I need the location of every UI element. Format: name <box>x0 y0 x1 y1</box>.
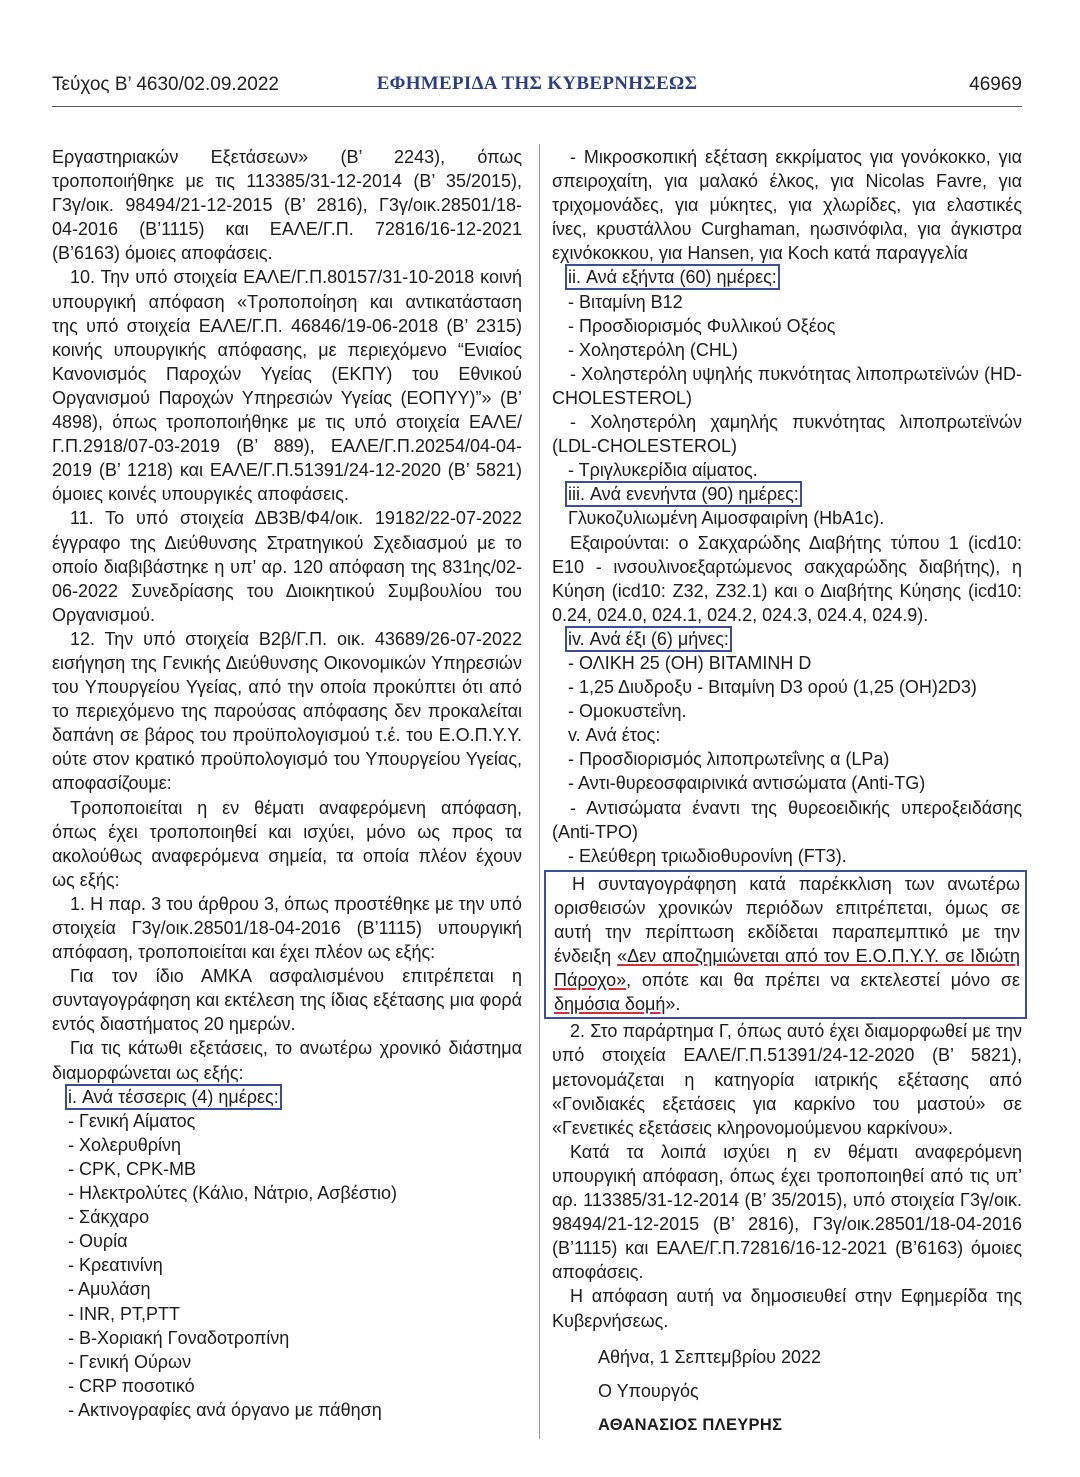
heading-iii-highlight: iii. Ανά ενενήντα (90) ημέρες: <box>568 484 799 505</box>
heading-i-highlight: i. Ανά τέσσερις (4) ημέρες: <box>68 1086 279 1107</box>
left-column <box>52 145 522 1422</box>
column-divider <box>539 144 540 1439</box>
red-underline-quote: «Δεν αποζημιώνεται από τον Ε.Ο.Π.Υ.Υ. σε Ιδιώτη Πάροχο» <box>554 946 1021 991</box>
exception-text: ». <box>665 994 681 1015</box>
list-item: - Αντι-θυρεοσφαιρινικά αντισώματα (Anti-TG) <box>568 773 926 794</box>
section-heading-i <box>52 1085 522 1109</box>
list-item: Γλυκοζυλιωμένη Αιμοσφαιρίνη (HbA1c). <box>568 508 885 529</box>
paragraph-remaining: Κατά τα λοιπά ισχύει η εν θέματι αναφερόμενη υπουργική απόφαση, όπως έχει τροποποιηθεί από τις υπ’ αρ. 113385/31-12-2014 (Β’ 35/2015), υπό στοιχεία Γ3γ/οικ. 98494/21-12-2015 (Β’ 2816), Γ3γ/οικ.28501/18-04-2016 (Β’1115) και ΕΑΛΕ/Γ.Π.72816/16-12-2021 (Β’6163) όμοιες αποφάσεις. <box>552 1141 1022 1283</box>
list-item: - Αμυλάση <box>68 1279 151 1300</box>
place-date: Αθήνα, 1 Σεπτεμβρίου 2022 <box>598 1346 822 1367</box>
paragraph-exclusions: Εξαιρούνται: ο Σακχαρώδης Διαβήτης τύπου 1 (icd10: Ε10 - ινσουλινοεξαρτώμενος σακχαρώδης διαβήτης), η Κύηση (icd10: Ζ32, Ζ32.1) και ο Διαβήτης Κύησης (icd10: 0.24, 024.0, 024.1, 024.2, 024.3, 024.4, 024.9). <box>552 532 1022 625</box>
paragraph-12: 12. Την υπό στοιχεία Β2β/Γ.Π. οικ. 43689/26-07-2022 εισήγηση της Γενικής Διεύθυνσης Οικονομικών Υπηρεσιών του Υπουργείου Υγείας, από την οποία προκύπτει ότι από το περιεχόμενο της παρούσας απόφασης δεν προκαλείται δαπάνη σε βάρος του προϋπολογισμού τ.έ. του Ε.Ο.Π.Υ.Υ. ούτε στον κρατικό προϋπολογισμό του Υπουργείου Υγείας, αποφασίζουμε: <box>52 628 522 794</box>
exception-paragraph <box>554 872 1020 1017</box>
list-item: - Γενική Ούρων <box>68 1351 192 1372</box>
paragraph-publication: Η απόφαση αυτή να δημοσιευθεί στην Εφημερίδα της Κυβερνήσεως. <box>552 1286 1022 1331</box>
list-item: - Χοληστερόλη (CHL) <box>568 339 738 360</box>
page-header <box>52 74 1022 104</box>
section-heading-iv <box>552 627 1022 651</box>
list-item: - Χοληστερόλη υψηλής πυκνότητας λιποπρωτεϊνών (HD-CHOLESTEROL) <box>552 363 1022 408</box>
list-item: - Β-Χοριακή Γοναδοτροπίνη <box>68 1327 290 1348</box>
list-item: - Γενική Αίματος <box>68 1110 196 1131</box>
header-rule <box>52 106 1022 107</box>
paragraph-continuation: Εργαστηριακών Εξετάσεων» (Β’ 2243), όπως τροποποιήθηκε με τις 113385/31-12-2014 (Β’ 35/2015), Γ3γ/οικ. 98494/21-12-2015 (Β’ 2816), Γ3γ/οικ.28501/18-04-2016 (Β’1115) και ΕΑΛΕ/Γ.Π. 72816/16-12-2021 (Β’6163) όμοιες αποφάσεις. <box>52 147 522 264</box>
paragraph-decision: Τροποποιείται η εν θέματι αναφερόμενη απόφαση, όπως έχει τροποποιηθεί και ισχύει, μόνο ως προς τα ακολούθως αναφερόμενα σημεία, τα οποία πλέον έχουν ως εξής: <box>52 797 522 890</box>
list-item: - Τριγλυκερίδια αίματος. <box>568 460 758 481</box>
list-item: - ΟΛΙΚΗ 25 (ΟΗ) ΒΙΤΑΜΙΝΗ D <box>568 652 812 673</box>
red-underline-public: δημόσια δομή <box>554 994 666 1015</box>
section-heading-iii <box>552 482 1022 506</box>
section-heading-v: v. Ανά έτος: <box>568 725 661 746</box>
list-item: - Ουρία <box>68 1231 128 1252</box>
list-item: - Ηλεκτρολύτες (Κάλιο, Νάτριο, Ασβέστιο) <box>68 1183 397 1204</box>
paragraph-microscopy: - Μικροσκοπική εξέταση εκκρίματος για γονόκοκκο, για σπειροχαίτη, για μαλακό έλκος, για Nicolas Favre, για τριχομονάδες, για μύκητες, για χλωρίδες, για ελαστικές ίνες, κρυστάλλου Curghaman, ηωσινόφιλα, για άγκιστρα εχινόκοκκου, για Hansen, για Koch κατά παραγγελία <box>552 147 1022 264</box>
list-items-i <box>52 1109 522 1422</box>
issue-number: Τεύχος Β’ 4630/02.09.2022 <box>52 74 279 95</box>
list-item: - CRP ποσοτικό <box>68 1375 195 1396</box>
exception-text: , οπότε και θα πρέπει να εκτελεστεί μόνο σε <box>626 970 1020 991</box>
gazette-title: ΕΦΗΜΕΡΙΔΑ ΤΗΣ ΚΥΒΕΡΝΗΣΕΩΣ <box>376 73 698 94</box>
list-item: - Προσδιορισμός Φυλλικού Οξέος <box>568 315 836 336</box>
signer-name: ΑΘΑΝΑΣΙΟΣ ΠΛΕΥΡΗΣ <box>598 1415 783 1434</box>
list-item: - Χοληστερόλη χαμηλής πυκνότητας λιποπρωτεϊνών (LDL-CHOLESTEROL) <box>552 412 1022 457</box>
signer-role: Ο Υπουργός <box>598 1380 699 1401</box>
heading-iv-highlight: iv. Ανά έξι (6) μήνες: <box>568 628 729 649</box>
paragraph-same-amka: Για τον ίδιο ΑΜΚΑ ασφαλισμένου επιτρέπεται η συνταγογράφηση και εκτέλεση της ίδιας εξέτασης μια φορά εντός διαστήματος 20 ημερών. <box>52 966 522 1035</box>
paragraph-intervals: Για τις κάτωθι εξετάσεις, το ανωτέρω χρονικό διάστημα διαμορφώνεται ως εξής: <box>52 1038 522 1083</box>
list-item: - INR, PT,PTT <box>68 1303 180 1324</box>
heading-ii-highlight: ii. Ανά εξήντα (60) ημέρες: <box>568 267 777 288</box>
right-column <box>552 145 1022 1437</box>
list-item: - Αντισώματα έναντι της θυρεοειδικής υπεροξειδάσης (Anti-TPO) <box>552 797 1022 842</box>
list-item: - Ακτινογραφίες ανά όργανο με πάθηση <box>68 1399 382 1420</box>
list-item: - Προσδιορισμός λιποπρωτεΐνης α (LPa) <box>568 749 890 770</box>
paragraph-10: 10. Την υπό στοιχεία ΕΑΛΕ/Γ.Π.80157/31-10-2018 κοινή υπουργική απόφαση «Τροποποίηση και αντικατάσταση της υπό στοιχεία ΕΑΛΕ/Γ.Π. 46846/19-06-2018 (Β’ 2315) κοινής υπουργικής απόφασης, με περιεχόμενο “Ενιαίος Κανονισμός Παροχών Υγείας (ΕΚΠΥ) του Εθνικού Οργανισμού Παροχών Υπηρεσιών Υγείας (ΕΟΠΥΥ)”» (Β’ 4898), όπως τροποποιήθηκε με τις υπό στοιχεία ΕΑΛΕ/Γ.Π.2918/07-03-2019 (Β’ 889), ΕΑΛΕ/Γ.Π.20254/04-04-2019 (Β’ 1218) και ΕΑΛΕ/Γ.Π.51391/24-12-2020 (Β’ 5821) όμοιες κοινές υπουργικές αποφάσεις. <box>52 267 522 505</box>
list-item: - Σάκχαρο <box>68 1207 150 1228</box>
highlighted-exception-box <box>544 870 1027 1020</box>
list-item: - Κρεατινίνη <box>68 1255 163 1276</box>
list-item: - CPK, CPK-MB <box>68 1158 197 1179</box>
list-item: - Βιταμίνη Β12 <box>568 291 683 312</box>
section-heading-ii <box>552 265 1022 289</box>
paragraph-annex-c: 2. Στο παράρτημα Γ, όπως αυτό έχει διαμορφωθεί με την υπό στοιχεία ΕΑΛΕ/Γ.Π.51391/24-12-2020 (Β’ 5821), μετονομάζεται η κατηγορία ιατρικής εξέτασης από «Γονιδιακές εξετάσεις για καρκίνο του μαστού» σε «Γενετικές εξετάσεις κληρονομούμενου καρκίνου». <box>552 1021 1022 1138</box>
list-item: - 1,25 Διυδροξυ - Βιταμίνη D3 ορού (1,25 (ΟΗ)2D3) <box>568 677 977 698</box>
page-number: 46969 <box>969 74 1022 95</box>
list-item: - Ομοκυστεΐνη. <box>568 701 687 722</box>
list-item: - Ελεύθερη τριωδιοθυρονίνη (FT3). <box>568 845 847 866</box>
paragraph-11: 11. Το υπό στοιχεία ΔΒ3Β/Φ4/οικ. 19182/22-07-2022 έγγραφο της Διεύθυνσης Στρατηγικού Σχεδιασμού με το οποίο διαβιβάστηκε η υπ’ αρ. 120 απόφαση της 831ης/02-06-2022 Συνεδρίασης του Διοικητικού Συμβουλίου του Οργανισμού. <box>52 508 522 625</box>
paragraph-amendment-1: 1. Η παρ. 3 του άρθρου 3, όπως προστέθηκε με την υπό στοιχεία Γ3γ/οικ.28501/18-04-2016 (Β’1115) υπουργική απόφαση, τροποποιείται και έχει πλέον ως εξής: <box>52 893 522 963</box>
exception-text: Η συνταγογράφηση κατά παρέκκλιση των ανωτέρω ορισθεισών χρονικών περιόδων επιτρέπεται, όμως σε αυτή την περίπτωση εκδίδεται παραπεμπτικό με την ένδειξη <box>554 873 1020 967</box>
list-item: - Χολερυθρίνη <box>68 1134 182 1155</box>
